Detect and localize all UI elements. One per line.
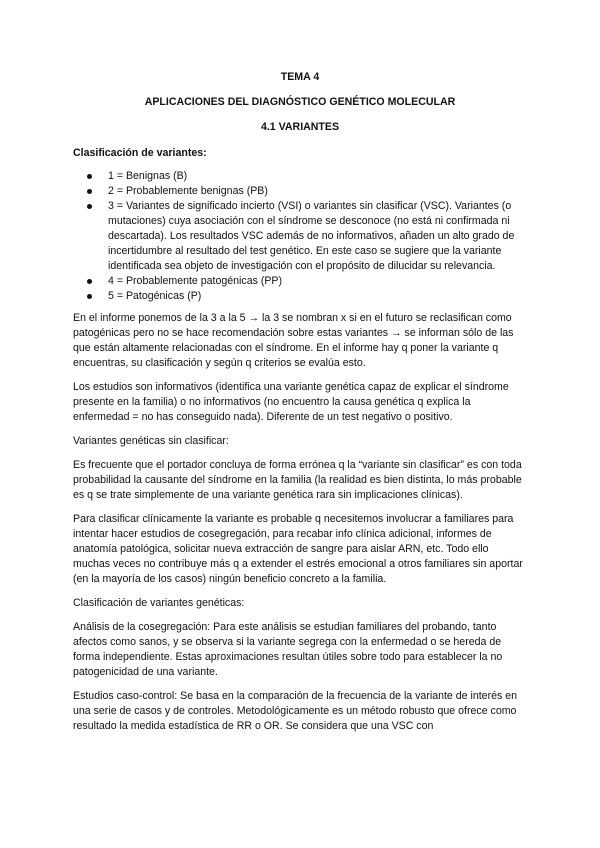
paragraph-unclassified-heading: Variantes genéticas sin clasificar: — [73, 435, 229, 447]
paragraph-informative-studies: Los estudios son informativos (identifica una variante genética capaz de explicar el síndrome presente en la familia) o no informativos (no encuentro la causa genética q explica la enfermedad = no has conseguido nada). Diferente de un test negativo o positivo. — [73, 381, 509, 423]
paragraph-case-control: Estudios caso-control: Se basa en la comparación de la frecuencia de la variante de interés en una serie de casos y de controles. Metodológicamente es un método robusto que ofrece como resultado la medida estadística de RR o OR. Se considera que una VSC con — [73, 690, 518, 732]
bullet-icon — [87, 204, 92, 209]
list-item — [87, 184, 527, 199]
paragraph-clinical-classification: Para clasificar clínicamente la variante es probable q necesitemos involucrar a familiares para intentar hacer estudios de cosegregación, para recabar info clínica adicional, informes de anatomía patológica, solicitar nueva extracción de sangre para aislar ARN, etc. Todo ello muchas veces no contribuye más q a extender el estrés emocional a otros familiares sin aportar (en la mayoría de los casos) ningún beneficio concreto a la familia. — [73, 513, 523, 585]
list-item-text: 3 = Variantes de significado incierto (VSI) o variantes sin clasificar (VSC). Variantes (o mutaciones) cuya asociación con el síndrome se desconoce (no está ni confirmada ni descartada). Los resultados VSC además de no informativos, añaden un alto grado de incertidumbre al resultado del test genético. En este caso se sugiere que la variante identificada sea objeto de investigación con el propósito de dilucidar su relevancia. — [108, 200, 515, 272]
paragraph-carrier: Es frecuente que el portador concluya de forma errónea q la “variante sin clasificar” es con toda probabilidad la causante del síndrome en la familia (la realidad es bien distinta, lo más probable es q se trate simplemente de una variante genética rara sin implicaciones clínicas). — [73, 459, 522, 501]
document-body — [73, 70, 527, 743]
list-item-text: 4 = Probablemente patogénicas (PP) — [108, 275, 283, 287]
paragraph-report: En el informe ponemos de la 3 a la 5 → la 3 se nombran x si en el futuro se reclasifican como patogénicas pero no se hace recomendación sobre estas variantes → se informan sólo de las que están altamente relacionadas con el síndrome. En el informe hay q poner la variante q encuentras, su clasificación y según q criterios se evalúa esto. — [73, 312, 514, 369]
section-heading: 4.1 VARIANTES — [260, 121, 340, 133]
classification-heading: Clasificación de variantes: — [73, 147, 207, 159]
bullet-icon — [87, 174, 92, 179]
document-title: APLICACIONES DEL DIAGNÓSTICO GENÉTICO MOLECULAR — [144, 96, 456, 108]
list-item-text: 1 = Benignas (B) — [108, 170, 188, 182]
paragraph-cosegregation: Análisis de la cosegregación: Para este análisis se estudian familiares del probando, tanto afectos como sanos, y se observa si la variante segrega con la enfermedad o se hereda de forma independiente. Estas aproximaciones resultan útiles sobre todo para establecer la no patogenicidad de una variante. — [73, 621, 503, 678]
list-item — [87, 289, 527, 304]
list-item — [87, 199, 527, 274]
list-item-text: 5 = Patogénicas (P) — [108, 290, 202, 302]
bullet-icon — [87, 279, 92, 284]
list-item — [87, 169, 527, 184]
list-item — [87, 274, 527, 289]
topic-heading: TEMA 4 — [280, 71, 320, 83]
bullet-icon — [87, 189, 92, 194]
list-item-text: 2 = Probablemente benignas (PB) — [108, 185, 268, 197]
paragraph-genetic-classification-heading: Clasificación de variantes genéticas: — [73, 597, 245, 609]
bullet-icon — [87, 294, 92, 299]
classification-list — [73, 169, 527, 304]
